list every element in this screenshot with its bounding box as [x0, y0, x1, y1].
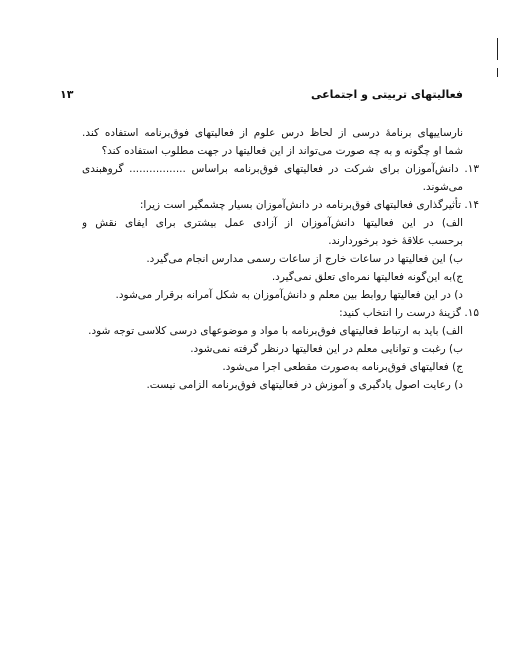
text-line: نارساییهای برنامهٔ درسی از لحاظ درس علوم از فعالیتهای فوق‌برنامه استفاده کند. [82, 127, 463, 139]
option-be: ب) این فعالیتها در ساعات خارج از ساعات رسمی مدارس انجام می‌گیرد. [146, 253, 463, 265]
option-jim: ج) فعالیتهای فوق‌برنامه به‌صورت مقطعی اجرا می‌شود. [222, 361, 463, 373]
text-line: شما او چگونه و به چه صورت می‌تواند از این فعالیتها در جهت مطلوب استفاده کند؟ [101, 145, 463, 157]
page-body [82, 124, 479, 394]
option-alef: الف) در این فعالیتها دانش‌آموزان از آزادی عمل بیشتری برای ایفای نقش و [82, 217, 463, 229]
option-be: ب) رغبت و توانایی معلم در این فعالیتها درنظر گرفته نمی‌شود. [190, 343, 463, 355]
text-line: برحسب علاقهٔ خود برخوردارند. [328, 235, 463, 247]
page-number: ۱۳ [60, 88, 74, 101]
option-alef: الف) باید به ارتباط فعالیتهای فوق‌برنامه با مواد و موضوعهای درسی کلاسی توجه شود. [88, 325, 463, 337]
option-jim: ج)به این‌گونه فعالیتها نمره‌ای تعلق نمی‌گیرد. [271, 271, 463, 283]
question-15: ۱۵. گزینهٔ درست را انتخاب کنید: [339, 307, 479, 319]
option-dal: د) در این فعالیتها روابط بین معلم و دانش‌آموزان به شکل آمرانه برقرار می‌شود. [115, 289, 463, 301]
option-dal: د) رعایت اصول یادگیری و آموزش در فعالیتهای فوق‌برنامه الزامی نیست. [146, 379, 463, 391]
running-title: فعالیتهای تربیتی و اجتماعی [310, 88, 463, 101]
question-14: ۱۴. تأثیرگذاری فعالیتهای فوق‌برنامه در دانش‌آموزان بسیار چشمگیر است زیرا: [139, 199, 479, 211]
page-edge-mark [497, 68, 498, 77]
text-line: می‌شوند. [422, 181, 463, 193]
question-13: ۱۳. دانش‌آموزان برای شرکت در فعالیتهای فوق‌برنامه براساس ................. گروهبندی [82, 163, 479, 175]
page-edge-mark [497, 38, 498, 60]
page-header [60, 88, 463, 106]
